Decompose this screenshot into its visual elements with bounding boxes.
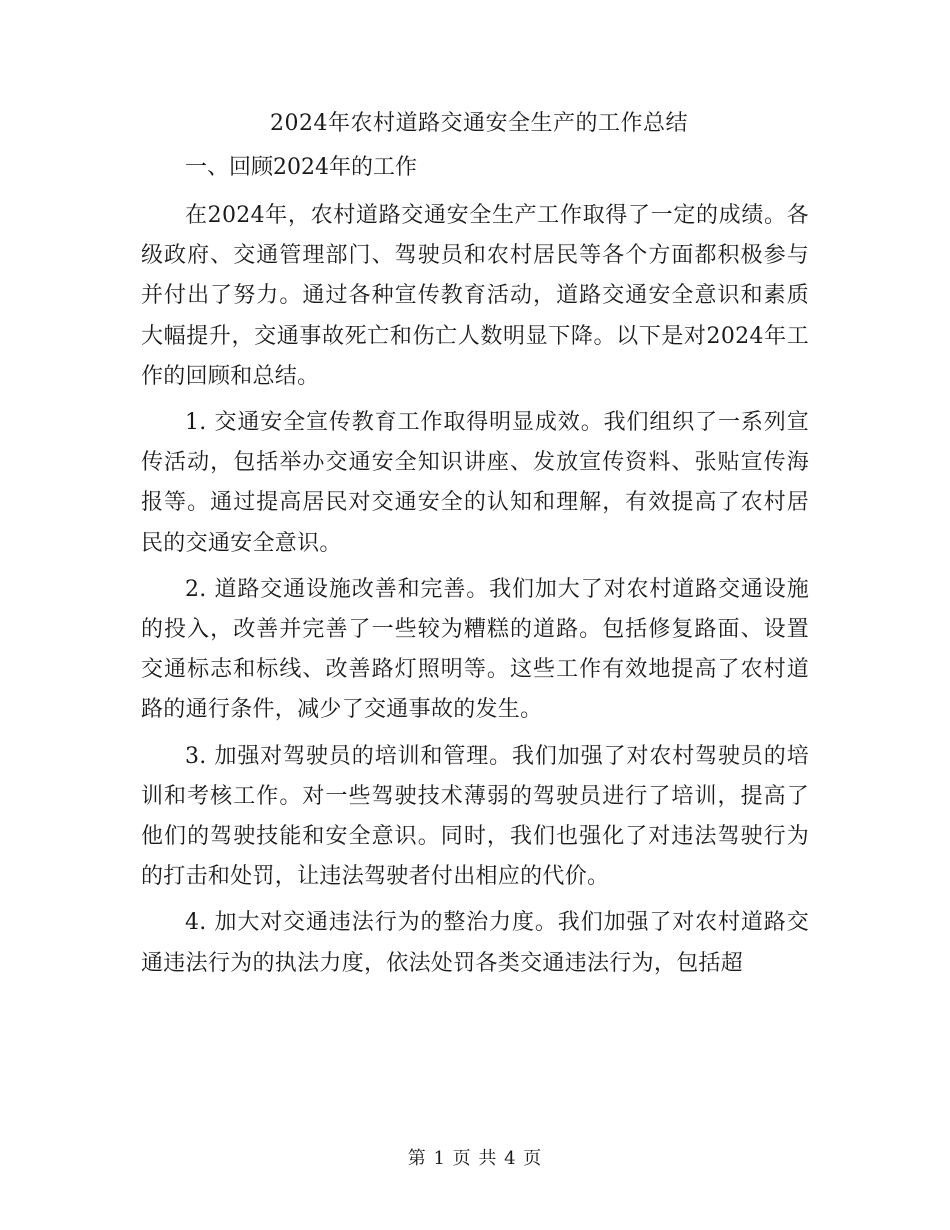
paragraph-item-1: 1. 交通安全宣传教育工作取得明显成效。我们组织了一系列宣传活动，包括举办交通安全知识讲座、发放宣传资料、张贴宣传海报等。通过提高居民对交通安全的认知和理解，有效提高了农村居民的交通安全意识。 <box>141 410 809 556</box>
section-heading: 一、回顾2024年的工作 <box>185 155 417 180</box>
paragraph-item-4: 4. 加大对交通违法行为的整治力度。我们加强了对农村道路交通违法行为的执法力度，依法处罚各类交通违法行为，包括超 <box>141 910 809 976</box>
paragraph-item-2: 2. 道路交通设施改善和完善。我们加大了对农村道路交通设施的投入，改善并完善了一些较为糟糕的道路。包括修复路面、设置交通标志和标线、改善路灯照明等。这些工作有效地提高了农村道路的通行条件，减少了交通事故的发生。 <box>141 576 809 723</box>
paragraph-intro: 在2024年，农村道路交通安全生产工作取得了一定的成绩。各级政府、交通管理部门、驾驶员和农村居民等各个方面都积极参与并付出了努力。通过各种宣传教育活动，道路交通安全意识和素质大幅提升，交通事故死亡和伤亡人数明显下降。以下是对2024年工作的回顾和总结。 <box>141 203 809 389</box>
document-title: 2024年农村道路交通安全生产的工作总结 <box>270 111 688 136</box>
paragraph-item-3: 3. 加强对驾驶员的培训和管理。我们加强了对农村驾驶员的培训和考核工作。对一些驾驶技术薄弱的驾驶员进行了培训，提高了他们的驾驶技能和安全意识。同时，我们也强化了对违法驾驶行为的打击和处罚，让违法驾驶者付出相应的代价。 <box>141 743 809 890</box>
page-footer: 第 1 页 共 4 页 <box>407 1148 543 1169</box>
document-body <box>141 102 809 984</box>
